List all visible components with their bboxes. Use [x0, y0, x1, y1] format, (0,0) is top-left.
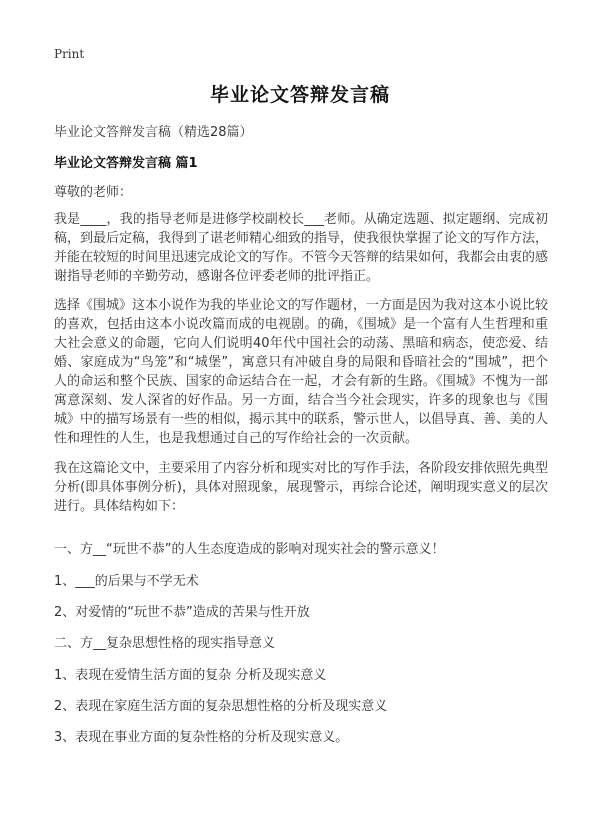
outline-item: 一、方__“玩世不恭”的人生态度造成的影响对现实社会的警示意义！	[54, 542, 445, 557]
document-title: 毕业论文答辩发言稿	[209, 84, 390, 106]
outline-item: 2、对爱情的“玩世不恭”造成的苦果与性开放	[54, 605, 310, 620]
outline-item: 1、___的后果与不学无术	[54, 574, 199, 589]
greeting: 尊敬的老师：	[54, 185, 133, 200]
outline-item: 1、表现在爱情生活方面的复杂 分析及现实意义	[54, 668, 327, 683]
section-heading: 毕业论文答辩发言稿 篇1	[54, 156, 198, 171]
paragraph-topic-choice: 选择《围城》这本小说作为我的毕业论文的写作题材，一方面是因为我对这本小说比较的喜欢，包括由这本小说改篇而成的电视剧。的确，《围城》是一个富有人生哲理和重大社会意义的命题，它向人们说明40年代中国社会的动荡、黑暗和病态，使恋爱、结婚、家庭成为“鸟笼”和“城堡”，寓意只有冲破自身的局限和昏暗社会的“围城”，把个人的命运和整个民族、国家的命运结合在一起，才会有新的生路。《围城》不愧为一部寓意深刻、发人深省的好作品。另一方面，结合当今社会现实，许多的现象也与《围城》中的描写场景有一些的相似，揭示其中的联系，警示世人，以倡导真、善、美的人性和理性的人生，也是我想通过自己的写作给社会的一次贡献。	[54, 298, 549, 446]
paragraph-intro: 我是____，我的指导老师是进修学校副校长___老师。从确定选题、拟定题纲、完成初稿，到最后定稿，我得到了谌老师精心细致的指导，使我很快掌握了论文的写作方法，并能在较短的时间里迅速完成论文的写作。不管今天答辩的结果如何，我都会由衷的感谢指导老师的辛勤劳动，感谢各位评委老师的批评指正。	[54, 212, 549, 284]
document-subtitle: 毕业论文答辩发言稿（精选28篇）	[54, 125, 253, 140]
outline-item: 二、方__复杂思想性格的现实指导意义	[54, 636, 276, 651]
paragraph-structure: 我在这篇论文中，主要采用了内容分析和现实对比的写作手法，各阶段安排依照先典型分析(即具体事例分析)，具体对照现象，展现警示，再综合论述，阐明现实意义的层次进行。具体结构如下：	[54, 461, 549, 514]
outline-item: 2、表现在家庭生活方面的复杂思想性格的分析及现实意义	[54, 699, 388, 714]
print-link[interactable]: Print	[54, 47, 85, 61]
outline-item: 3、表现在事业方面的复杂性格的分析及现实意义。	[54, 730, 349, 745]
